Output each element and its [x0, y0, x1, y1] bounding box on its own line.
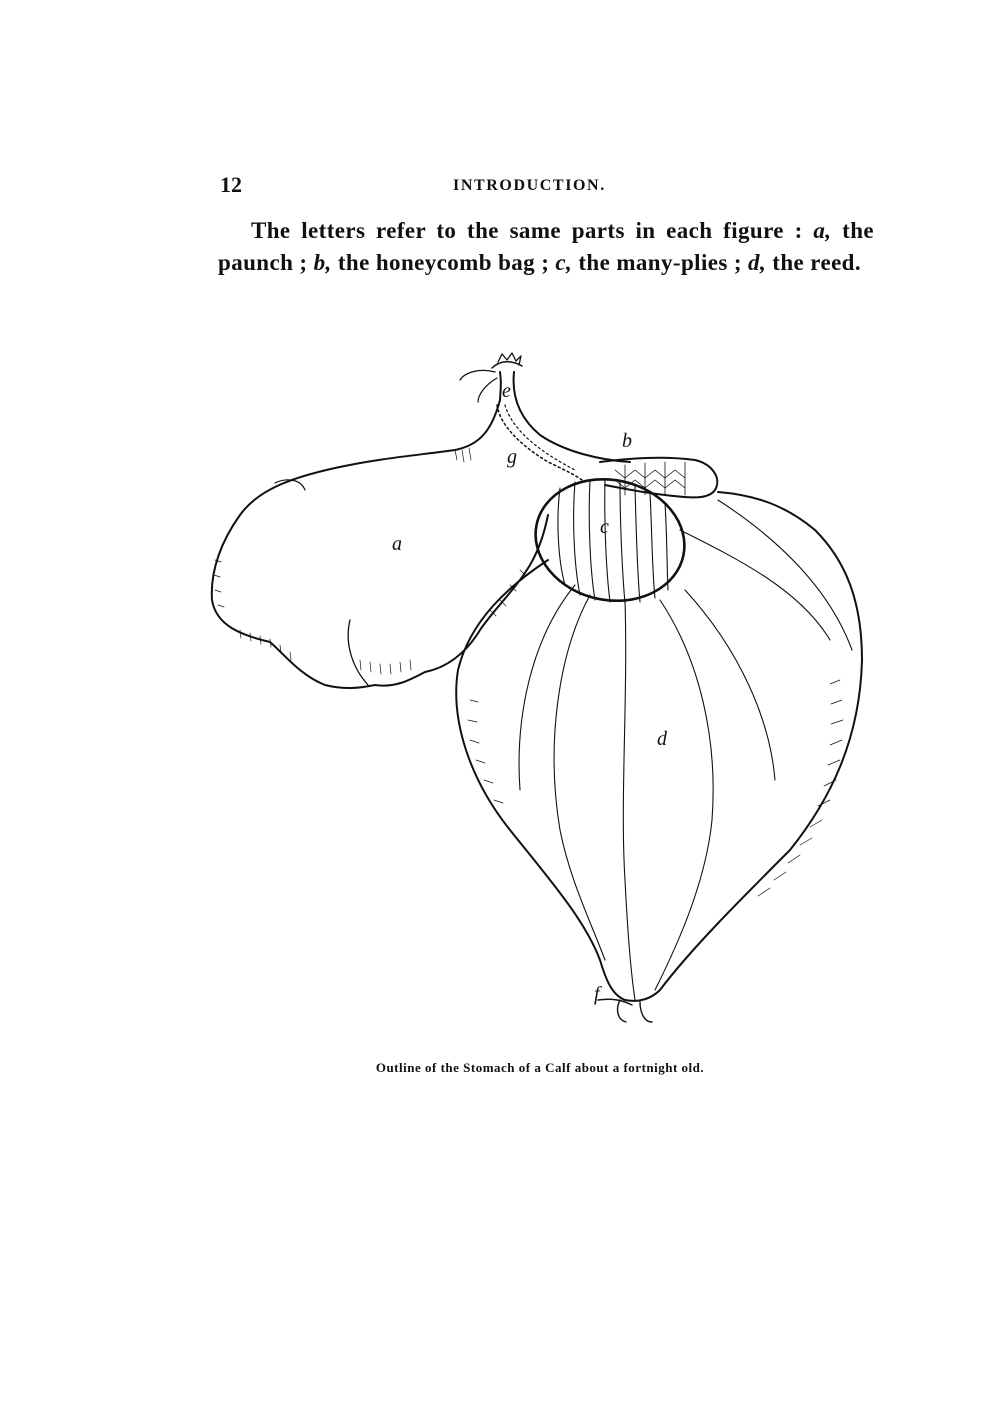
stomach-engraving	[200, 345, 880, 1035]
manyplies-text: the many-plies ;	[572, 249, 749, 275]
figure-caption: Outline of the Stomach of a Calf about a fortnight old.	[375, 1060, 705, 1075]
label-g: g	[507, 446, 517, 468]
honeycomb-text: the honeycomb bag ;	[331, 249, 556, 275]
body-paragraph	[218, 215, 874, 278]
section-title: INTRODUCTION.	[453, 177, 606, 194]
intro-text: The letters refer to the same parts in each figure :	[251, 218, 803, 243]
label-f: f	[594, 983, 600, 1005]
manyplies-outline	[524, 466, 696, 615]
label-b: b	[622, 430, 632, 452]
label-e: e	[502, 380, 511, 402]
stomach-illustration	[200, 345, 880, 1035]
label-c: c	[600, 516, 609, 538]
label-a: a	[392, 533, 402, 555]
honeycomb-outline	[600, 458, 717, 498]
paunch-text: the paunch ;	[218, 218, 874, 275]
paunch-outline	[212, 400, 548, 688]
gullet-outline	[500, 372, 501, 400]
page-number: 12	[220, 172, 242, 197]
reed-text: the reed.	[766, 249, 862, 275]
running-head	[218, 172, 873, 202]
letter-b: b,	[313, 249, 332, 275]
letter-c: c,	[555, 249, 573, 275]
letter-a: a,	[813, 218, 832, 243]
letter-d: d,	[748, 249, 767, 275]
label-d: d	[657, 728, 667, 750]
